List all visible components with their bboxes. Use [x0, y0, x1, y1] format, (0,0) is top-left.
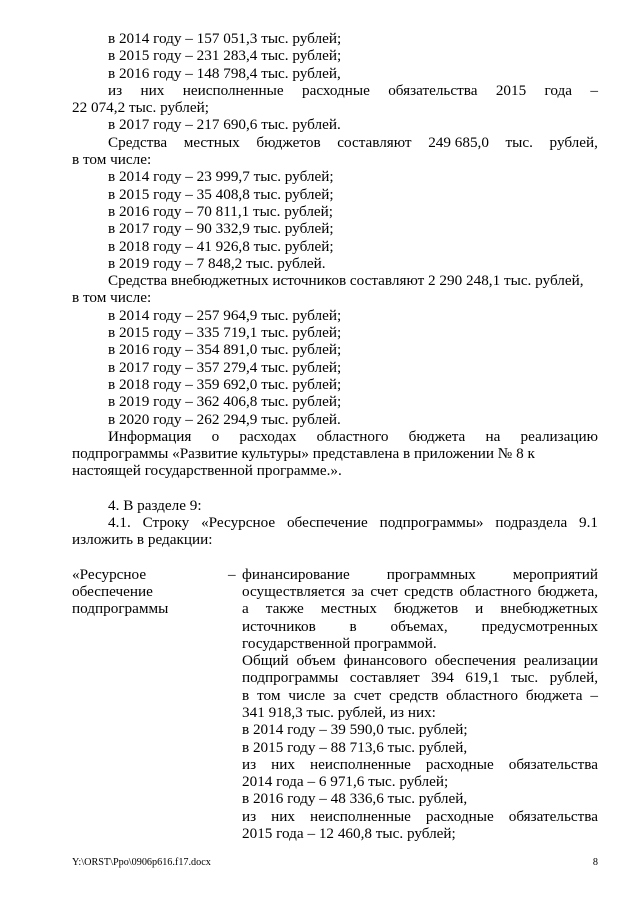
- page-footer: [72, 856, 598, 870]
- word: –: [590, 81, 598, 99]
- extra-source-year-line: в 2020 году – 262 294,9 тыс. рублей.: [108, 410, 341, 428]
- resource-content-line: государственной программой.: [242, 634, 437, 652]
- resource-label-line: обеспечение: [72, 582, 153, 600]
- word: обеспечение: [286, 514, 368, 532]
- section-4-1-cont: изложить в редакции:: [72, 531, 213, 549]
- section-4-heading: 4. В разделе 9:: [108, 496, 202, 514]
- word: 2015: [495, 81, 527, 99]
- resource-content-line: финансирование программных мероприятий: [242, 565, 598, 583]
- word: «Ресурсное: [201, 514, 276, 532]
- info-line-2: подпрограммы «Развитие культуры» представлена в приложении № 8 к: [72, 445, 535, 463]
- word: Средства: [108, 133, 168, 151]
- local-budget-year-line: в 2018 году – 41 926,8 тыс. рублей;: [108, 237, 334, 255]
- resource-table-label: [72, 566, 242, 843]
- word: года: [544, 81, 573, 99]
- resource-content-line: из них неисполненные расходные обязательства: [242, 755, 598, 773]
- resource-content-line: в 2015 году – 88 713,6 тыс. рублей,: [242, 738, 468, 756]
- word: 9.1: [578, 514, 598, 532]
- resource-content-line: в 2014 году – 39 590,0 тыс. рублей;: [242, 721, 468, 739]
- intro-lines: [72, 30, 598, 82]
- word: о: [211, 427, 220, 445]
- resource-content-line: в том числе за счет средств областного бюджета –: [242, 686, 598, 704]
- extra-source-year-line: в 2019 году – 362 406,8 тыс. рублей;: [108, 393, 342, 411]
- word: 4.1.: [108, 514, 131, 532]
- word: неисполненные: [182, 81, 284, 99]
- word: из: [108, 81, 123, 99]
- intro-year-line: в 2014 году – 157 051,3 тыс. рублей;: [108, 30, 342, 47]
- info-line-1: [72, 428, 598, 445]
- word: тыс.: [505, 133, 533, 151]
- resource-content-line: Общий объем финансового обеспечения реализации: [242, 652, 598, 670]
- resource-table: [72, 566, 598, 843]
- word: реализацию: [520, 427, 598, 445]
- word: местных: [183, 133, 240, 151]
- line-2017: в 2017 году – 217 690,6 тыс. рублей.: [108, 116, 341, 134]
- word: расходные: [301, 81, 370, 99]
- page-number: 8: [592, 857, 598, 868]
- word: бюджетов: [256, 133, 321, 151]
- word: них: [140, 81, 165, 99]
- resource-content-line: 2015 года – 12 460,8 тыс. рублей;: [242, 825, 456, 843]
- document-body: [72, 30, 598, 842]
- extra-source-year-line: в 2017 году – 357 279,4 тыс. рублей;: [108, 358, 342, 376]
- local-budget-year-line: в 2017 году – 90 332,9 тыс. рублей;: [108, 220, 334, 238]
- resource-content-line: 2014 года – 6 971,6 тыс. рублей;: [242, 773, 449, 791]
- resource-content-line: источников в объемах, предусмотренных: [242, 617, 598, 635]
- word: подпрограммы»: [379, 514, 484, 532]
- word: составляют: [337, 133, 412, 151]
- resource-content-line: 341 918,3 тыс. рублей, из них:: [242, 703, 436, 721]
- word: расходах: [239, 427, 297, 445]
- extra-source-year-line: в 2015 году – 335 719,1 тыс. рублей;: [108, 324, 342, 342]
- local-budget-year-line: в 2014 году – 23 999,7 тыс. рублей;: [108, 168, 334, 186]
- word: обязательства: [388, 81, 478, 99]
- local-budget-year-line: в 2015 году – 35 408,8 тыс. рублей;: [108, 185, 334, 203]
- file-path: Y:\ORST\Ppo\0906p616.f17.docx: [72, 857, 211, 868]
- local-budget-year-line: в 2019 году – 7 848,2 тыс. рублей.: [108, 254, 326, 272]
- intro-year-line: в 2015 году – 231 283,4 тыс. рублей;: [108, 47, 342, 65]
- resource-table-content: [242, 566, 598, 843]
- local-budgets-cont: в том числе:: [72, 151, 152, 169]
- extra-source-year-line: в 2016 году – 354 891,0 тыс. рублей;: [108, 341, 342, 359]
- word: бюджета: [408, 427, 466, 445]
- resource-label-line: подпрограммы: [72, 600, 169, 618]
- extra-source-year-line: в 2014 году – 257 964,9 тыс. рублей;: [108, 306, 342, 324]
- resource-label-lines: [72, 566, 242, 618]
- resource-content-line: в 2016 году – 48 336,6 тыс. рублей,: [242, 790, 468, 808]
- word: областного: [316, 427, 389, 445]
- label-dash: –: [228, 565, 236, 583]
- extra-sources-cont: в том числе:: [72, 289, 152, 307]
- extra-sources-head: Средства внебюджетных источников составляют 2 290 248,1 тыс. рублей,: [108, 272, 584, 290]
- resource-label-line: «Ресурсное: [72, 565, 147, 583]
- resource-content-line: а также местных бюджетов и внебюджетных: [242, 600, 598, 618]
- local-budgets-lines: [72, 168, 598, 272]
- word: 249 685,0: [428, 133, 489, 151]
- extra-source-year-line: в 2018 году – 359 692,0 тыс. рублей;: [108, 375, 342, 393]
- word: рублей,: [549, 133, 598, 151]
- spacer: [72, 549, 598, 566]
- section-4-1-line: [72, 514, 598, 531]
- resource-content-line: из них неисполненные расходные обязательства: [242, 807, 598, 825]
- intro-year-line: в 2016 году – 148 798,4 тыс. рублей,: [108, 64, 341, 82]
- obligation-2015-cont: 22 074,2 тыс. рублей;: [72, 99, 209, 117]
- spacer: [72, 480, 598, 497]
- word: на: [485, 427, 501, 445]
- info-line-3: настоящей государственной программе.».: [72, 462, 342, 480]
- local-budget-year-line: в 2016 году – 70 811,1 тыс. рублей;: [108, 202, 334, 220]
- extra-sources-lines: [72, 307, 598, 428]
- word: Информация: [108, 427, 192, 445]
- word: Строку: [142, 514, 190, 532]
- obligation-2015-line: [72, 82, 598, 99]
- word: подраздела: [495, 514, 568, 532]
- resource-content-line: подпрограммы составляет 394 619,1 тыс. рублей,: [242, 669, 598, 687]
- resource-content-line: осуществляется за счет средств областного бюджета,: [242, 582, 598, 600]
- local-budgets-head: [72, 134, 598, 151]
